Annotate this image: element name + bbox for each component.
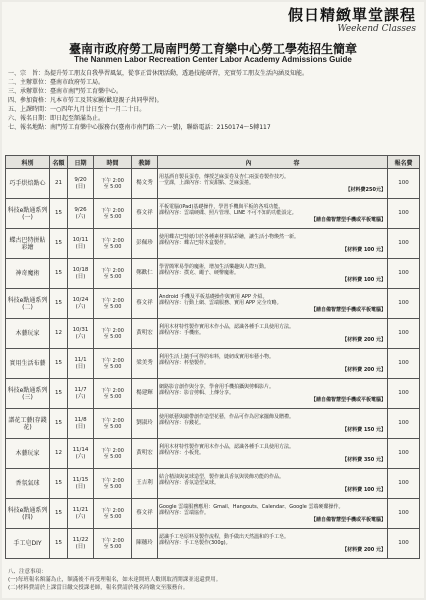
table-row	[6, 529, 420, 559]
course-description: 利用木材特性製作實用木作小品，認識各種手工具使用方法。 課程內容：手機座。	[159, 323, 295, 337]
course-content	[158, 379, 388, 409]
course-time: 下午 2:00 至 5:00	[94, 499, 132, 529]
course-quota: 15	[50, 349, 68, 379]
course-teacher: 梁美秀	[132, 349, 158, 379]
course-content	[158, 229, 388, 259]
course-name: 科技e點通系列(四)	[6, 499, 50, 529]
course-time: 下午 2:00 至 5:00	[94, 289, 132, 319]
course-material-note: 【材料費 100 元】	[342, 276, 386, 283]
course-date: 9/26 (六)	[68, 199, 94, 229]
info-executor: 三、承辦單位：臺南市南門勞工育樂中心。	[8, 88, 123, 95]
course-material-note: 【材料費 200 元】	[342, 336, 386, 343]
info-signup-location: 七、報名地點：南門勞工育樂中心服務台(臺南市南門路二六一號)，聯絡電話：2150174～5轉117	[8, 124, 271, 131]
table-row	[6, 319, 420, 349]
course-name: 香氛氣球	[6, 469, 50, 499]
course-description: 平板電腦(iPad)基礎操作，學習手機與平板的各項功能。 課程內容：雲端硬碟、照片管理、LINE 不可不知的功能設定。	[159, 203, 297, 217]
course-teacher: 王吉利	[132, 469, 158, 499]
course-date: 10/24 (六)	[68, 289, 94, 319]
course-material-note: 【材料費 200 元】	[342, 546, 386, 553]
course-fee: 100	[388, 529, 420, 559]
course-quota: 15	[50, 499, 68, 529]
brand-block	[288, 4, 416, 34]
header-fee: 報名費	[388, 156, 420, 169]
header-quota: 名額	[50, 156, 68, 169]
course-quota: 15	[50, 289, 68, 319]
course-material-note: 【材料費 150 元】	[342, 426, 386, 433]
course-date: 11/1 (日)	[68, 349, 94, 379]
course-teacher: 蔡文祥	[132, 199, 158, 229]
course-description: 使用蝶古巴特紙巾於各種素材拼貼彩繪，讓生活小物煥然一新。 課程內容：蝶古巴特木盒製作。	[159, 233, 300, 247]
course-date: 10/11 (日)	[68, 229, 94, 259]
course-content	[158, 319, 388, 349]
course-fee: 100	[388, 349, 420, 379]
course-teacher: 楊建輝	[132, 379, 158, 409]
table-row	[6, 349, 420, 379]
course-teacher: 劉淑玲	[132, 409, 158, 439]
course-time: 下午 2:00 至 5:00	[94, 439, 132, 469]
table-row	[6, 409, 420, 439]
course-quota: 15	[50, 229, 68, 259]
course-content	[158, 259, 388, 289]
header-teacher: 教師	[132, 156, 158, 169]
course-quota: 12	[50, 439, 68, 469]
course-fee: 100	[388, 289, 420, 319]
course-quota: 15	[50, 469, 68, 499]
table-row	[6, 169, 420, 199]
table-row	[6, 499, 420, 529]
course-description: Android 手機及平板基礎操作與實用 APP 介紹。 課程內容：行動上網、雲端服務、實用 APP 完全攻略。	[159, 293, 282, 307]
notes-heading: 八、注意事項：	[8, 569, 47, 575]
course-fee: 100	[388, 229, 420, 259]
course-quota: 12	[50, 319, 68, 349]
brand-title: 假日精緻單堂課程	[287, 6, 416, 24]
course-fee: 100	[388, 199, 420, 229]
info-organizer: 二、主辦單位：臺南市政府勞工局。	[8, 79, 105, 86]
course-teacher: 陳穗玲	[132, 529, 158, 559]
brand-subtitle: Weekend Classes	[337, 24, 416, 34]
course-name: 手工皂DIY	[6, 529, 50, 559]
course-time: 下午 2:00 至 5:00	[94, 169, 132, 199]
course-date: 9/20 (日)	[68, 169, 94, 199]
course-name: 巧手烘焙點心	[6, 169, 50, 199]
course-content	[158, 439, 388, 469]
course-fee: 100	[388, 409, 420, 439]
course-description: 結合精油與氣球造型，製作兼具香氛與裝飾功能的作品。 課程內容：香氛造型氣球。	[159, 473, 285, 487]
table-row	[6, 289, 420, 319]
course-material-note: 【請自備智慧型手機或平板電腦】	[310, 216, 386, 223]
header-subject: 科別	[6, 156, 50, 169]
course-content	[158, 409, 388, 439]
course-quota: 15	[50, 199, 68, 229]
course-name: 科技e點通系列(三)	[6, 379, 50, 409]
course-material-note: 【材料費 100 元】	[342, 486, 386, 493]
course-time: 下午 2:00 至 5:00	[94, 469, 132, 499]
course-date: 10/18 (日)	[68, 259, 94, 289]
course-time: 下午 2:00 至 5:00	[94, 229, 132, 259]
course-time: 下午 2:00 至 5:00	[94, 529, 132, 559]
course-content	[158, 349, 388, 379]
course-material-note: 【材料費 200 元】	[342, 366, 386, 373]
course-date: 11/21 (六)	[68, 499, 94, 529]
course-content	[158, 199, 388, 229]
table-row	[6, 229, 420, 259]
info-purpose: 一、宗 旨：為提升勞工朋友自我學習風氣，從事正當休閒活動，透過技能研習，充實勞工朋友生活內涵及知能。	[8, 70, 309, 77]
course-material-note: 【材料費 350 元】	[342, 456, 386, 463]
course-time: 下午 2:00 至 5:00	[94, 409, 132, 439]
course-content	[158, 499, 388, 529]
course-quota: 15	[50, 529, 68, 559]
course-name: 木藝玩家	[6, 439, 50, 469]
course-name: 科技e點通系列(一)	[6, 199, 50, 229]
course-date: 11/15 (日)	[68, 469, 94, 499]
course-fee: 100	[388, 259, 420, 289]
course-description: 利用木材特性製作實用木作小品，認識各種手工具使用方法。 課程內容：小板凳。	[159, 443, 295, 457]
course-teacher: 蔡文祥	[132, 289, 158, 319]
course-time: 下午 2:00 至 5:00	[94, 199, 132, 229]
info-eligibility: 四、參加資格：凡本市勞工及其家屬(歡迎親子共同學習)。	[8, 97, 163, 104]
course-material-note: 【材料費250元】	[345, 186, 386, 193]
notes-section	[8, 568, 420, 592]
course-table-body	[6, 169, 420, 559]
header-content: 內 容	[158, 156, 388, 169]
course-date: 11/7 (六)	[68, 379, 94, 409]
course-name: 蝶古巴特拼貼彩繪	[6, 229, 50, 259]
course-description: 使用紙藝與緞帶創作造型花藝，作品可作為居家擺飾及贈禮。 課程內容：存錢花。	[159, 413, 295, 427]
course-quota: 15	[50, 379, 68, 409]
course-date: 11/14 (六)	[68, 439, 94, 469]
course-content	[158, 169, 388, 199]
course-description: 用基酒自製長蛋卷，傳授芝麻蛋卷及杏仁兩蛋卷製作技巧。 一堂課，上課內容：竹炭甜點、芝麻蛋捲。	[159, 173, 290, 187]
course-material-note: 【請自備智慧型手機或平板電腦】	[310, 306, 386, 313]
course-fee: 100	[388, 499, 420, 529]
course-fee: 100	[388, 439, 420, 469]
table-row	[6, 259, 420, 289]
course-teacher: 蔡文祥	[132, 499, 158, 529]
table-row	[6, 439, 420, 469]
course-material-note: 【請自備智慧型手機或平板電腦】	[310, 396, 386, 403]
course-teacher: 鄭歡仁	[132, 259, 158, 289]
table-row	[6, 199, 420, 229]
page-title: 臺南市政府勞工局南門勞工育樂中心勞工學苑招生簡章	[68, 42, 357, 56]
course-time: 下午 2:00 至 5:00	[94, 349, 132, 379]
course-fee: 100	[388, 319, 420, 349]
course-table	[5, 155, 420, 559]
course-description: 網路影音創作與分享，學會用手機拍攝與剪輯影片。 課程內容：影音剪輯、上傳分享。	[159, 383, 275, 397]
course-fee: 100	[388, 169, 420, 199]
page-subtitle: The Nanmen Labor Recreation Center Labor Academy Admissions Guide	[74, 55, 352, 64]
course-description: 利用生活上隨手可得的布料，縫紉成實用布藝小物。 課程內容：杯墊製作。	[159, 353, 275, 367]
course-quota: 15	[50, 409, 68, 439]
course-name: 木藝玩家	[6, 319, 50, 349]
course-quota: 21	[50, 169, 68, 199]
info-section	[8, 69, 420, 132]
course-quota: 15	[50, 259, 68, 289]
course-fee: 100	[388, 379, 420, 409]
course-description: 學習簡單易學的魔術，增加生活樂趣與人際互動。 課程內容：撲克、繩子、硬幣魔術。	[159, 263, 270, 277]
course-name: 實用生活布藝	[6, 349, 50, 379]
course-teacher: 彭佩珍	[132, 229, 158, 259]
course-name: 譜花工藝(存錢花)	[6, 409, 50, 439]
course-date: 10/31 (六)	[68, 319, 94, 349]
table-row	[6, 379, 420, 409]
course-name: 神奇魔術	[6, 259, 50, 289]
course-time: 下午 2:00 至 5:00	[94, 259, 132, 289]
course-content	[158, 469, 388, 499]
course-fee: 100	[388, 469, 420, 499]
course-time: 下午 2:00 至 5:00	[94, 379, 132, 409]
notes-item-2: (二)材料費請於上課當日繳交授課老師，報名費請於報名時繳交至服務台。	[8, 585, 189, 591]
info-schedule: 五、上課時間：一○四年九月廿日至十一月二十日。	[8, 106, 146, 113]
course-description: 認識手工皂原料及製作流程，動手做出天然溫和的手工皂。 課程內容：手工皂製作(300g)。	[159, 533, 290, 547]
course-material-note: 【請自備智慧型手機或平板電腦】	[310, 516, 386, 523]
header-time: 時間	[94, 156, 132, 169]
notes-item-1: (一)每班報名額滿為止，額滿後不再受理報名，如未達開班人數則取消開課並退還費用。	[8, 577, 222, 583]
course-date: 11/8 (日)	[68, 409, 94, 439]
info-signup-date: 六、報名日期：即日起至額滿為止。	[8, 115, 105, 122]
course-teacher: 楊文秀	[132, 169, 158, 199]
course-teacher: 黃明宏	[132, 319, 158, 349]
course-material-note: 【材料費 100 元】	[342, 246, 386, 253]
course-name: 科技e點通系列(二)	[6, 289, 50, 319]
course-content	[158, 529, 388, 559]
course-date: 11/22 (日)	[68, 529, 94, 559]
table-header-row	[6, 156, 420, 169]
course-description: Google 雲端服務應用：Gmail、Hangouts、Calendar、Google 雲端硬碟操作。 課程內容：雲端協作。	[159, 503, 344, 517]
course-content	[158, 289, 388, 319]
table-row	[6, 469, 420, 499]
course-teacher: 黃明宏	[132, 439, 158, 469]
header-date: 日期	[68, 156, 94, 169]
course-time: 下午 2:00 至 5:00	[94, 319, 132, 349]
